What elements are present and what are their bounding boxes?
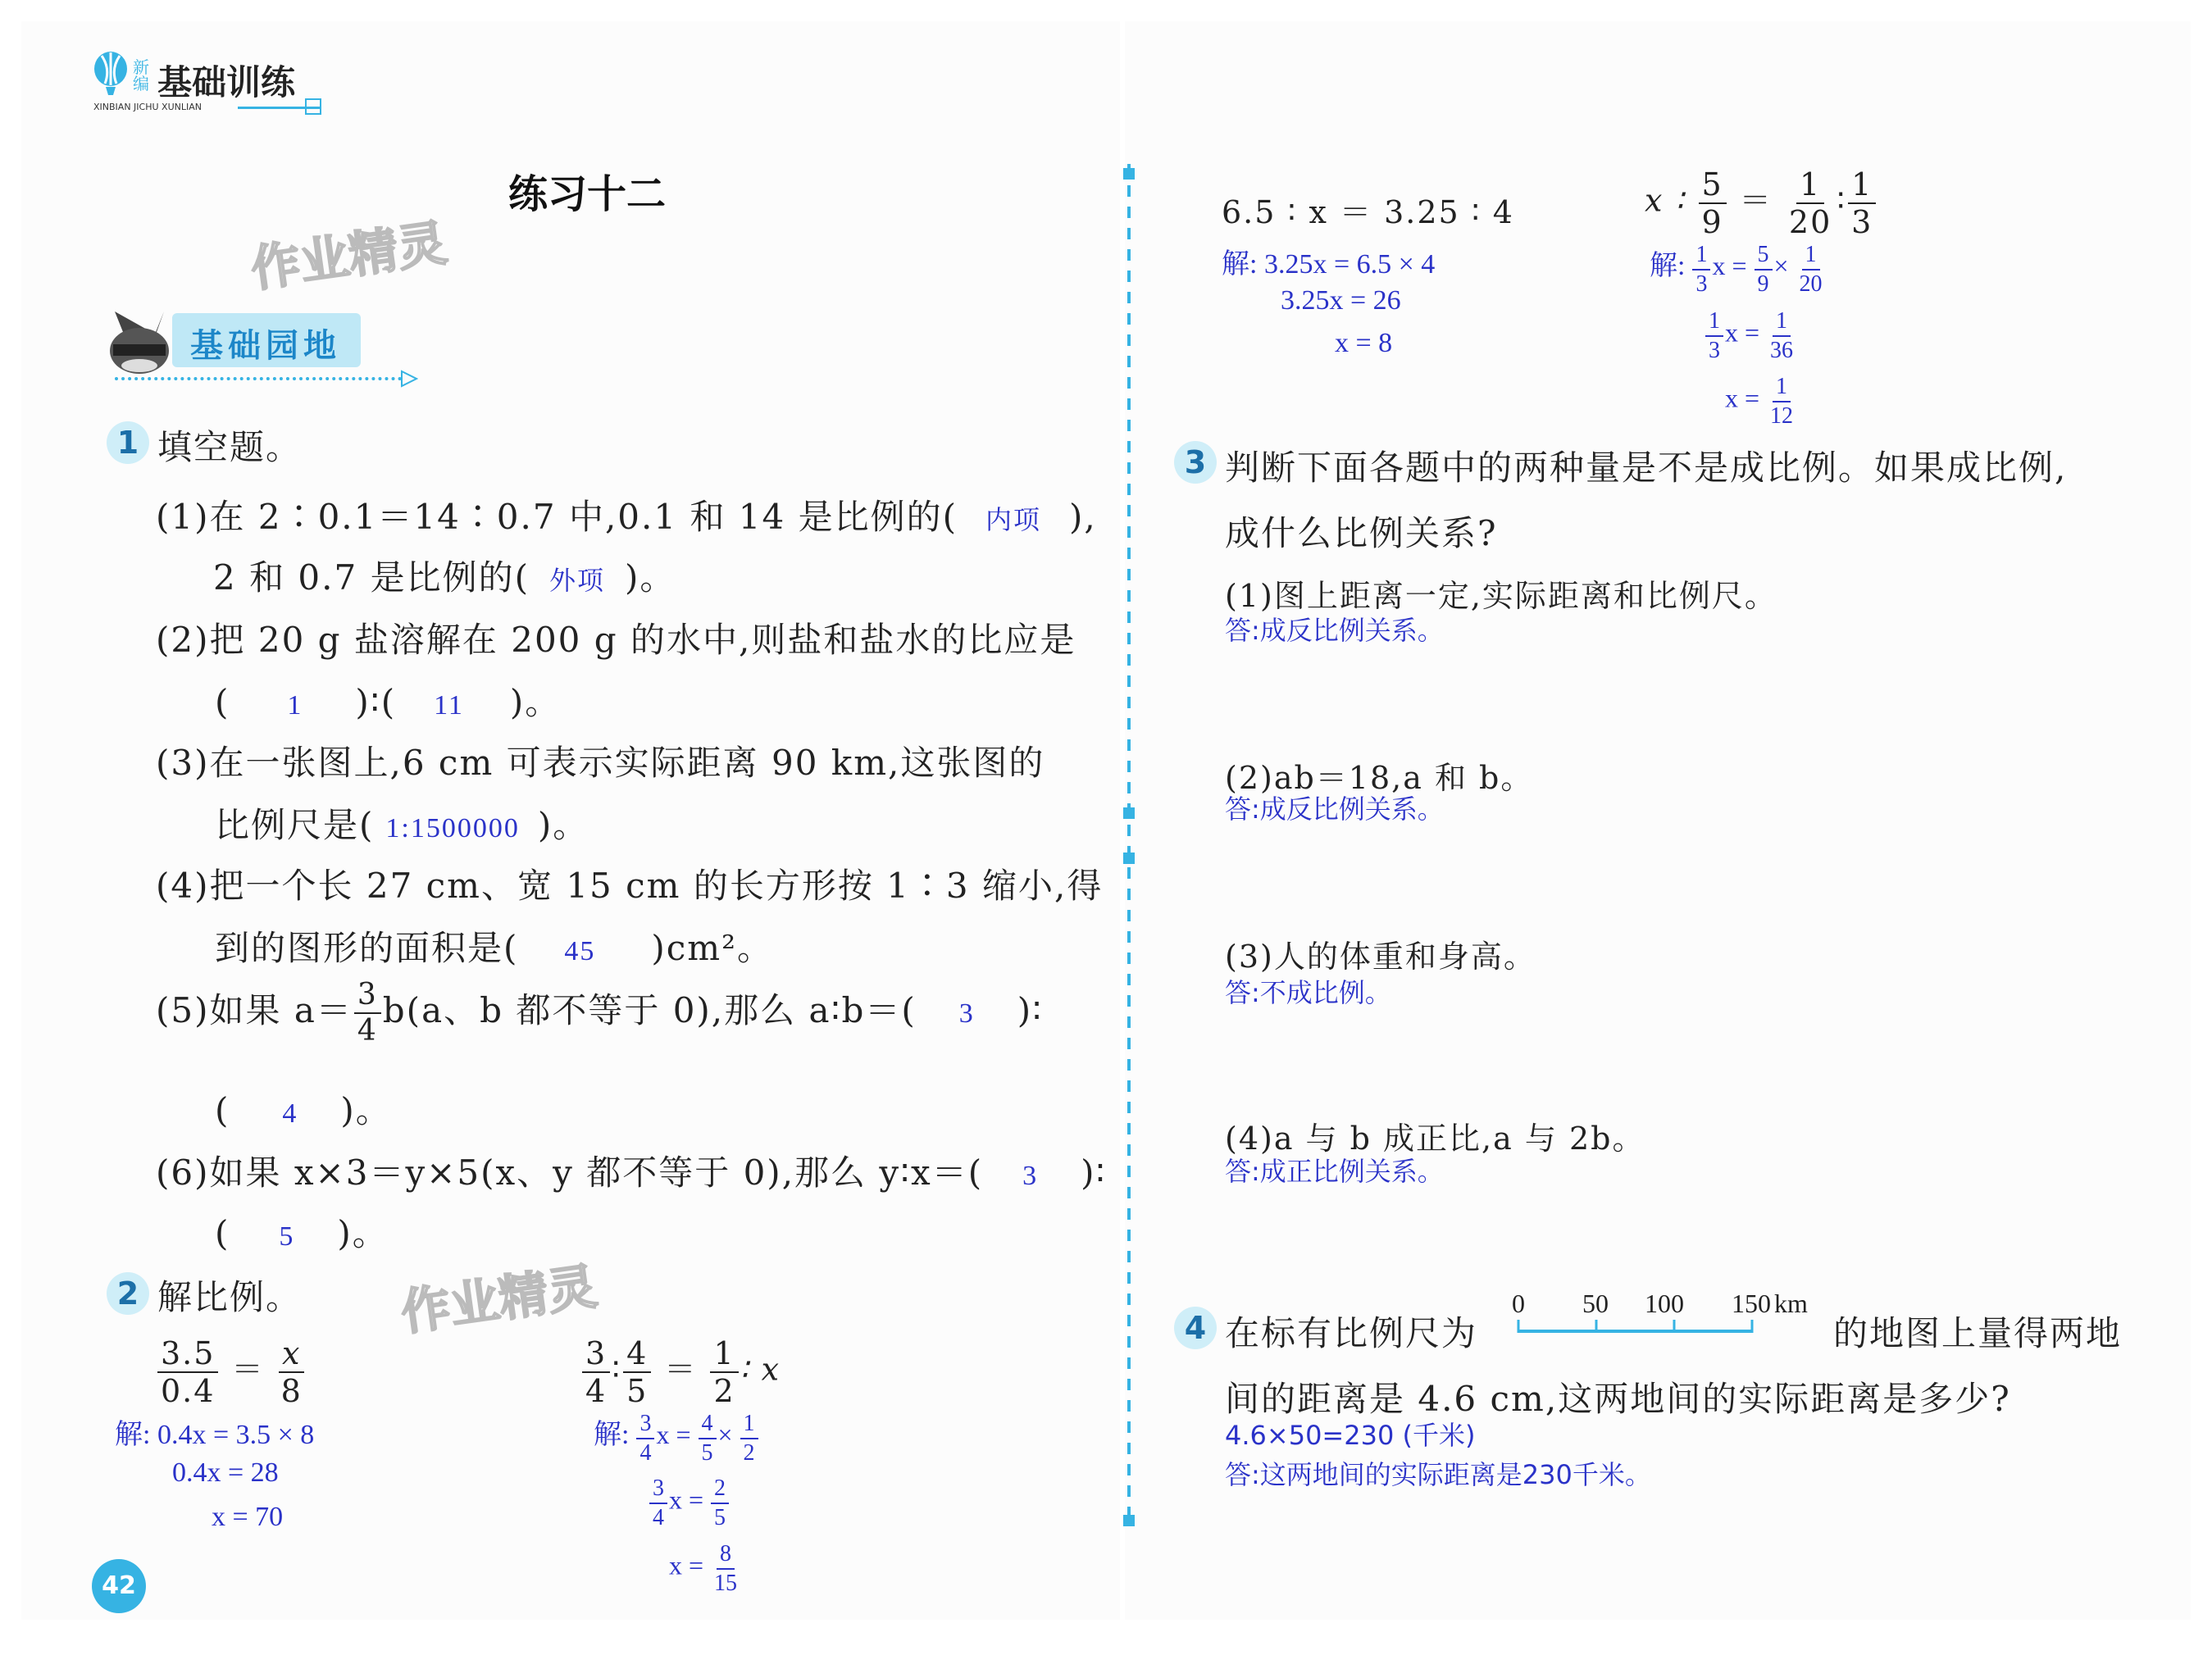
divider-marker-mid2	[1123, 853, 1135, 864]
q2-solution-3-step2: 3.25x = 26	[1281, 285, 1401, 316]
q3-item-1: (1)图上距离一定,实际距离和比例尺。	[1225, 578, 1777, 614]
q1-item-2-line2: ( 1 )∶( 11 )。	[215, 682, 562, 722]
divider-marker-top	[1123, 168, 1135, 180]
q2-equation-2: $\frac{3}{4}$ ∶ $\frac{4}{5}$ ＝ $\frac{1}{2}$ ∶ x	[580, 1338, 781, 1407]
q1-item-1-line1: (1)在 2∶0.1＝14∶0.7 中,0.1 和 14 是比例的( 内项 ),	[156, 497, 1097, 537]
q3-number-badge: 3	[1174, 441, 1217, 484]
q1-item-3-line2: 比例尺是( 1:1500000 )。	[215, 805, 589, 845]
q2-solution-2-step3: x = $\frac{8}{15}$	[669, 1541, 738, 1596]
q2-equation-4: x ∶ $\frac{5}{9}$ ＝ $\frac{1}{20}$ ∶ $\frac{1}{3}$	[1645, 169, 1877, 238]
balloon-icon	[90, 51, 131, 100]
q1-item-3-line1: (3)在一张图上,6 cm 可表示实际距离 90 km,这张图的	[156, 743, 1045, 783]
q1-answer-6a: 3	[1022, 1161, 1039, 1191]
q1-answer-6b: 5	[279, 1221, 295, 1252]
q3-item-2: (2)ab＝18,a 和 b。	[1225, 760, 1534, 796]
q3-item-3: (3)人的体重和身高。	[1225, 939, 1536, 975]
scale-tick-150: 150	[1732, 1289, 1771, 1318]
q4-line1-post: 的地图上量得两地	[1833, 1313, 2123, 1353]
scale-bar	[1513, 1289, 1825, 1346]
q2-solution-4-step2: $\frac{1}{3}$ x = $\frac{1}{36}$	[1704, 310, 1798, 362]
q4-line1-pre: 在标有比例尺为	[1225, 1313, 1478, 1353]
q2-solution-2-step1: 解: $\frac{3}{4}$ x = $\frac{4}{5}$ × $\frac{1}{2}$	[594, 1412, 760, 1465]
q2-number-badge: 2	[107, 1272, 149, 1315]
q1-answer-1a: 内项	[985, 504, 1041, 535]
q3-answer-1: 答:成反比例关系。	[1225, 615, 1444, 646]
section-dotted-line	[115, 377, 402, 380]
q2-solution-1-step2: 0.4x = 28	[172, 1457, 279, 1488]
center-divider	[1127, 164, 1131, 1525]
q2-solution-1-step3: x = 70	[212, 1502, 284, 1532]
q2-solution-3-step1: 解: 3.25x = 6.5 × 4	[1222, 249, 1436, 280]
q1-item-1-line2: 2 和 0.7 是比例的( 外项 )。	[213, 557, 676, 598]
q4-line2: 间的距离是 4.6 cm,这两地间的实际距离是多少?	[1225, 1379, 2011, 1419]
divider-marker-bottom	[1123, 1515, 1135, 1526]
logo-pinyin: XINBIAN JICHU XUNLIAN	[93, 102, 202, 112]
arrow-icon	[400, 370, 418, 388]
scale-tick-0: 0	[1512, 1289, 1525, 1318]
q1-item-5-line1: (5)如果 a＝ $\frac{3}{4}$ b(a、b 都不等于 0),那么 a∶b＝( 3 )∶	[156, 978, 1044, 1048]
q2-solution-4-step1: 解: $\frac{1}{3}$ x = $\frac{5}{9}$ × $\frac{1}{20}$	[1650, 241, 1823, 297]
q4-number-badge: 4	[1174, 1307, 1217, 1349]
logo-main-text: 基础训练	[157, 62, 296, 102]
scale-tick-50: 50	[1582, 1289, 1609, 1318]
q4-work: 4.6×50=230 (千米)	[1225, 1420, 1476, 1451]
q3-title-line1: 判断下面各题中的两种量是不是成比例。如果成比例,	[1225, 448, 2068, 488]
q1-item-2-line1: (2)把 20 g 盐溶解在 200 g 的水中,则盐和盐水的比应是	[156, 620, 1076, 660]
q1-item-4-line2: 到的图形的面积是( 45 )cm²。	[215, 928, 773, 968]
q1-answer-5b: 4	[282, 1098, 298, 1129]
watermark-bottom: 作业精灵	[397, 1257, 601, 1343]
q2-title: 解比例。	[157, 1277, 303, 1317]
rabbit-icon	[107, 303, 172, 377]
q1-item-6-line1: (6)如果 x×3＝y×5(x、y 都不等于 0),那么 y∶x＝( 3 )∶	[156, 1153, 1107, 1193]
logo-box	[305, 98, 321, 115]
scale-unit: km	[1774, 1289, 1808, 1318]
q2-solution-1-step1: 解: 0.4x = 3.5 × 8	[115, 1420, 315, 1450]
q2-equation-1: $\frac{3.5}{0.4}$ ＝ $\frac{x}{8}$	[156, 1338, 307, 1407]
q1-title: 填空题。	[157, 427, 303, 467]
q1-answer-4: 45	[564, 936, 596, 966]
q3-title-line2: 成什么比例关系?	[1225, 513, 1498, 553]
q1-number-badge: 1	[107, 421, 149, 464]
q1-fraction-3-4: $\frac{3}{4}$	[354, 980, 381, 1046]
q3-answer-2: 答:成反比例关系。	[1225, 793, 1444, 825]
q1-item-4-line1: (4)把一个长 27 cm、宽 15 cm 的长方形按 1∶3 缩小,得	[156, 866, 1104, 906]
q2-solution-4-step3: x = $\frac{1}{12}$	[1725, 374, 1794, 429]
q2-solution-3-step3: x = 8	[1335, 328, 1393, 358]
page-title: 练习十二	[508, 171, 667, 217]
watermark-top: 作业精灵	[247, 214, 451, 299]
scale-bar-graphic	[1513, 1289, 1759, 1346]
q1-answer-3: 1:1500000	[385, 813, 520, 843]
logo-small-text: 新编	[133, 57, 149, 93]
q1-answer-1b: 外项	[548, 565, 605, 596]
q2-equation-3: 6.5 ∶ x ＝ 3.25 ∶ 4	[1222, 194, 1514, 230]
divider-marker-mid1	[1123, 807, 1135, 819]
q3-item-4: (4)a 与 b 成正比,a 与 2b。	[1225, 1121, 1645, 1157]
page-number: 42	[92, 1559, 146, 1613]
q3-answer-3: 答:不成比例。	[1225, 977, 1391, 1008]
q1-item-6-line2: ( 5 )。	[215, 1213, 389, 1253]
q1-item-5-line2: ( 4 )。	[215, 1090, 392, 1130]
q3-answer-4: 答:成正比例关系。	[1225, 1156, 1444, 1187]
q2-solution-2-step2: $\frac{3}{4}$ x = $\frac{2}{5}$	[648, 1477, 731, 1530]
scale-tick-100: 100	[1645, 1289, 1684, 1318]
q4-answer: 答:这两地间的实际距离是230千米。	[1225, 1459, 1651, 1490]
q1-answer-2a: 1	[287, 690, 303, 721]
q1-answer-2b: 11	[434, 690, 464, 721]
q1-answer-5a: 3	[958, 998, 975, 1029]
section-label: 基础园地	[190, 327, 341, 365]
